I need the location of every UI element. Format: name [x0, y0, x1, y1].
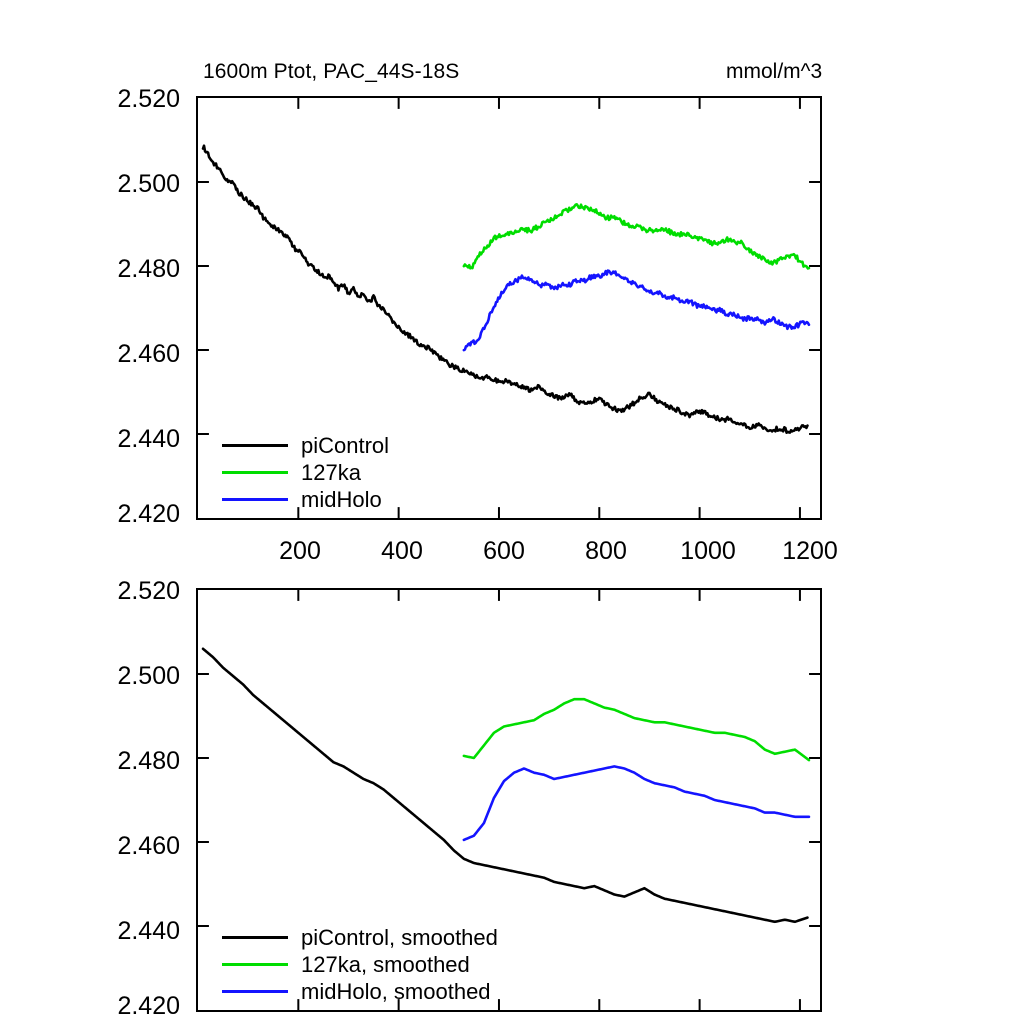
ytick-label: 2.520: [117, 577, 180, 605]
ytick-label: 2.440: [117, 917, 180, 945]
units-label: mmol/m^3: [726, 60, 823, 83]
ytick-label: 2.420: [117, 500, 180, 528]
legend-item: [222, 432, 389, 459]
legend-swatch-line: [222, 990, 288, 993]
ytick-label: 2.500: [117, 170, 180, 198]
bottom-panel: [0, 565, 1024, 1024]
legend-label: midHolo, smoothed: [301, 978, 491, 1004]
ytick-label: 2.460: [117, 832, 180, 860]
xtick-label: 1200: [782, 537, 838, 565]
ytick-label: 2.480: [117, 255, 180, 283]
xtick-label: 800: [585, 537, 627, 565]
legend-swatch-line: [222, 498, 288, 501]
legend-item: [222, 951, 498, 978]
chart-title: 1600m Ptot, PAC_44S-18S: [203, 60, 460, 83]
legend-label: midHolo: [301, 486, 382, 512]
legend-swatch-line: [222, 471, 288, 474]
legend-label: 127ka: [301, 459, 361, 485]
ytick-label: 2.460: [117, 340, 180, 368]
ytick-label: 2.480: [117, 747, 180, 775]
ytick-label: 2.420: [117, 992, 180, 1020]
xtick-label: 600: [483, 537, 525, 565]
legend-label: piControl, smoothed: [301, 924, 498, 950]
legend-swatch-line: [222, 936, 288, 939]
top-legend: [222, 432, 389, 513]
legend-item: [222, 978, 498, 1005]
xtick-label: 400: [381, 537, 423, 565]
legend-item: [222, 459, 389, 486]
xtick-label: 200: [279, 537, 321, 565]
ytick-label: 2.520: [117, 85, 180, 113]
legend-item: [222, 924, 498, 951]
legend-label: piControl: [301, 432, 390, 458]
xtick-label: 1000: [680, 537, 736, 565]
bottom-legend: [222, 924, 498, 1005]
legend-swatch-line: [222, 963, 288, 966]
legend-item: [222, 486, 389, 513]
ytick-label: 2.440: [117, 425, 180, 453]
legend-label: 127ka, smoothed: [301, 951, 470, 977]
legend-swatch-line: [222, 444, 288, 447]
ytick-label: 2.500: [117, 662, 180, 690]
